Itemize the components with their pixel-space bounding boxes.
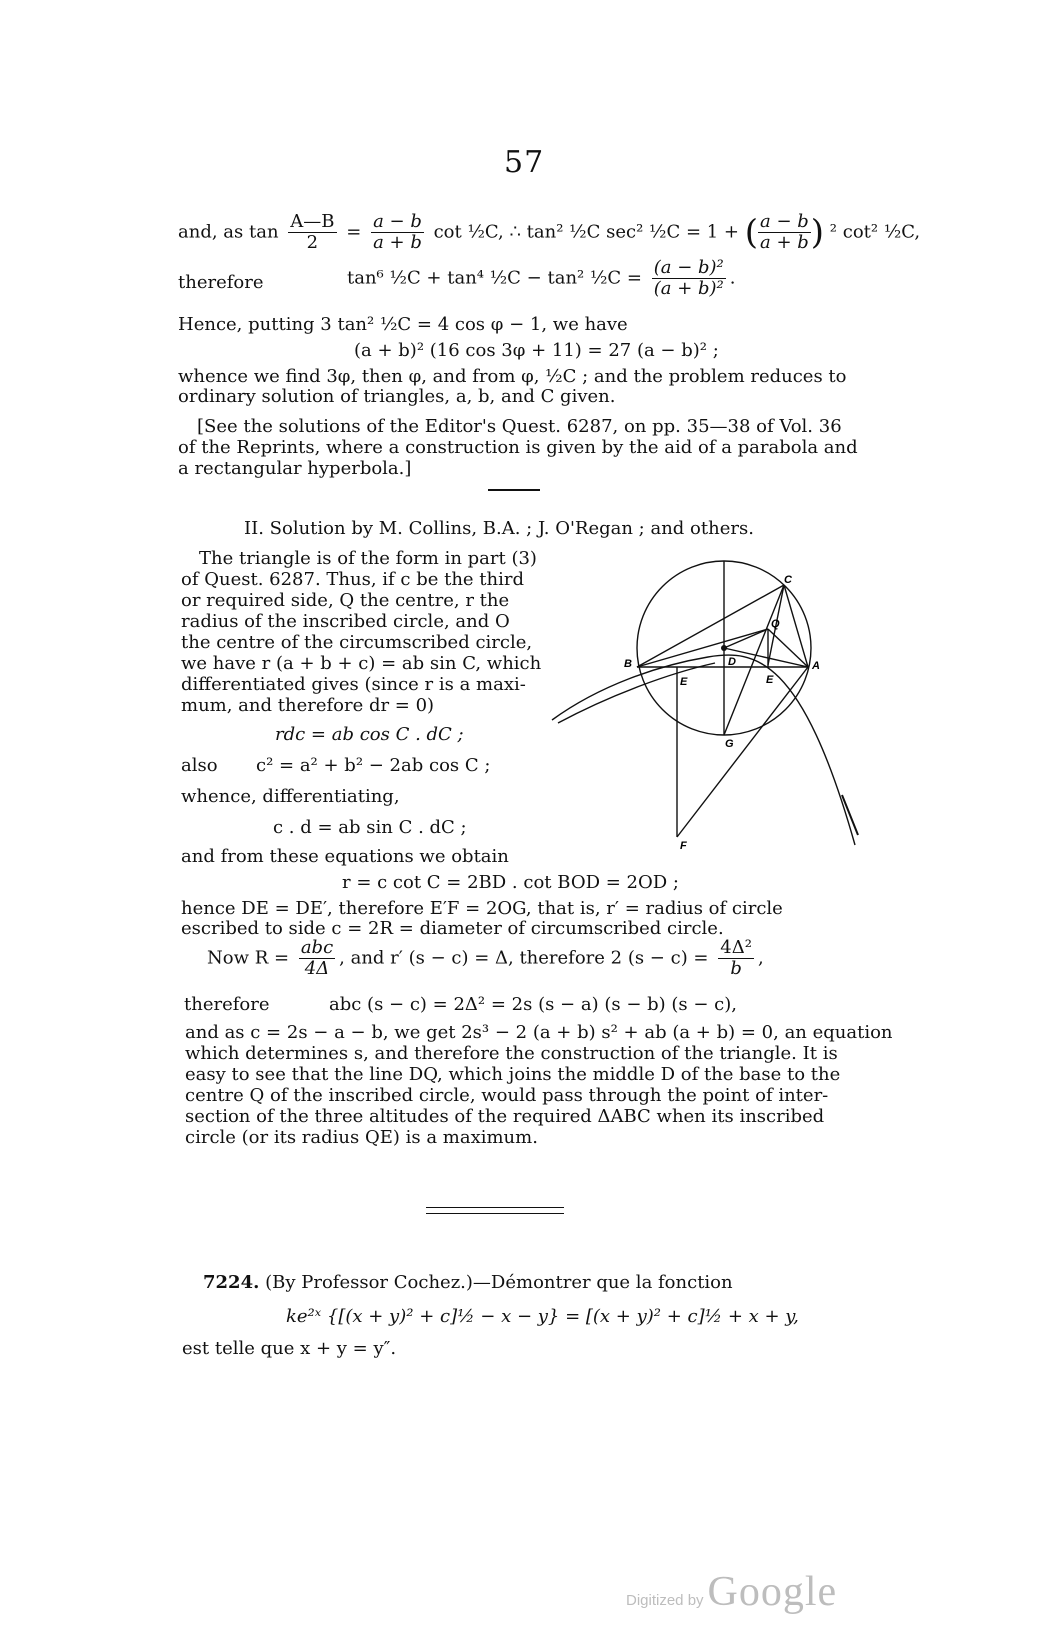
line-hence-de: hence DE = DE′, therefore E′F = 2OG, that is, r′ = radius of circle [181,898,783,919]
label-b: B [624,658,632,670]
label-e1: E [680,676,688,688]
line-dq [724,629,768,648]
equation-r: r = c cot C = 2BD . cot BOD = 2OD ; [342,872,679,893]
line-ordinary-solution: ordinary solution of triangles, a, b, and C given. [178,386,616,407]
note-line-3: a rectangular hyperbola.] [178,458,412,479]
fraction-denominator: 2 [306,232,319,253]
para-line: section of the three altitudes of the required ΔABC when its inscribed [185,1106,825,1127]
equation-abc: abc (s − c) = 2Δ² = 2s (s − a) (s − b) (s − c), [329,994,737,1015]
geometry-diagram [540,545,870,865]
eq2-expr: tan⁶ ½C + tan⁴ ½C − tan² ½C = [347,267,642,289]
line-oa [724,648,808,667]
para-line: circle (or its radius QE) is a maximum. [185,1127,538,1148]
right-paren: ) [810,212,825,253]
para-line: and as c = 2s − a − b, we get 2s³ − 2 (a + b) s² + ab (a + b) = 0, an equation [185,1022,893,1043]
line-escribed: escribed to side c = 2R = diameter of circumscribed circle. [181,918,724,939]
col-line: radius of the inscribed circle, and O [181,611,510,632]
label-q: Q [771,618,780,630]
note-line-1: [See the solutions of the Editor's Quest. 6287, on pp. 35—38 of Vol. 36 [197,416,842,437]
col-line: mum, and therefore dr = 0) [181,695,435,716]
watermark-small: Digitized by [626,1592,704,1609]
question-number: 7224. [203,1272,260,1293]
equation-c-squared: c² = a² + b² − 2ab cos C ; [256,755,491,776]
col-line: The triangle is of the form in part (3) [199,548,537,569]
watermark-google: Google [707,1569,838,1615]
col-line: we have r (a + b + c) = ab sin C, which [181,653,542,674]
line-we-obtain: and from these equations we obtain [181,846,509,867]
fraction-numerator: (a − b)² [653,257,724,278]
side-bc [637,585,784,667]
line-bq [637,629,768,667]
label-c: C [784,574,792,586]
equation-line-4: (a + b)² (16 cos 3φ + 11) = 27 (a − b)² ; [354,340,719,361]
label-d: D [728,656,736,668]
equation-cd: c . d = ab sin C . dC ; [273,817,467,838]
now-lead: Now R = [207,947,290,969]
fraction-numerator: a − b [373,211,422,232]
line-af [677,667,808,837]
label-f: F [680,840,687,852]
line-hence-putting: Hence, putting 3 tan² ½C = 4 cos φ − 1, we have [178,314,628,335]
col-line: the centre of the circumscribed circle, [181,632,533,653]
equation-line-2 [347,258,736,299]
col-line: differentiated gives (since r is a maxi- [181,674,526,695]
label-also: also [181,755,218,776]
question-7224 [203,1272,733,1293]
para-line: centre Q of the inscribed circle, would pass through the point of inter- [185,1085,829,1106]
eq1-tail: ² cot² ½C, [829,221,921,243]
col-line: of Quest. 6287. Thus, if c be the third [181,569,525,590]
fraction-a-minus-b-over-2 [288,212,336,253]
section-divider-short [488,489,540,491]
eq1-lead: and, as tan [178,221,279,243]
para-line: easy to see that the line DQ, which joins the middle D of the base to the [185,1064,841,1085]
double-rule-top [426,1207,564,1208]
fraction-denominator: 4Δ [304,958,330,979]
fraction-4delta2-over-b [718,938,754,979]
page-number: 57 [504,145,545,180]
fraction-denominator: a + b [760,232,809,253]
line-therefore-label: therefore [178,272,264,293]
double-rule-bottom [426,1213,564,1214]
fraction-denominator: (a + b)² [653,278,724,299]
equation-line-1 [178,212,920,253]
label-e2: E [766,674,774,686]
eq1-equals: = [346,221,362,243]
fraction-squared-ratio [652,258,726,299]
line-whence-differentiating: whence, differentiating, [181,786,400,807]
escribed-curve [552,655,855,845]
question-last-line: est telle que x + y = y″. [182,1338,397,1359]
col-line: or required side, Q the centre, r the [181,590,510,611]
line-whence: whence we find 3φ, then φ, and from φ, ½C ; and the problem reduces to [178,366,847,387]
fraction-numerator: 4Δ² [720,937,752,958]
fraction-numerator: abc [300,937,334,958]
fraction-ab-ratio-2 [758,212,811,253]
point-o [721,645,727,651]
note-line-2: of the Reprints, where a construction is given by the aid of a parabola and [178,437,858,458]
question-intro: (By Professor Cochez.)—Démontrer que la fonction [265,1272,733,1293]
para-line: which determines s, and therefore the construction of the triangle. It is [185,1043,838,1064]
curve-left-branch [558,663,715,723]
eq2-end: . [729,267,736,289]
fraction-numerator: A—B [290,211,335,232]
digitized-watermark [626,1568,837,1616]
fraction-abc-over-4delta [299,938,335,979]
left-paren: ( [744,212,759,253]
fraction-denominator: b [730,958,742,979]
fraction-numerator: a − b [760,211,809,232]
now-middle: , and r′ (s − c) = Δ, therefore 2 (s − c) = [339,947,709,969]
label-g: G [725,738,734,750]
fraction-denominator: a + b [373,232,422,253]
now-end: , [757,947,764,969]
label-therefore: therefore [184,994,270,1015]
label-a: A [812,660,820,672]
equation-now-r [207,938,764,979]
equation-rdc: rdc = ab cos C . dC ; [275,724,464,745]
question-formula: ke²ˣ {[(x + y)² + c]½ − x − y} = [(x + y)² + c]½ + x + y, [286,1306,799,1327]
fraction-ab-ratio [371,212,424,253]
solution-heading: II. Solution by M. Collins, B.A. ; J. O'Regan ; and others. [244,518,754,539]
closing-paragraph [185,1022,893,1148]
left-column [181,548,541,716]
eq1-middle: cot ½C, ∴ tan² ½C sec² ½C = 1 + [433,221,740,243]
